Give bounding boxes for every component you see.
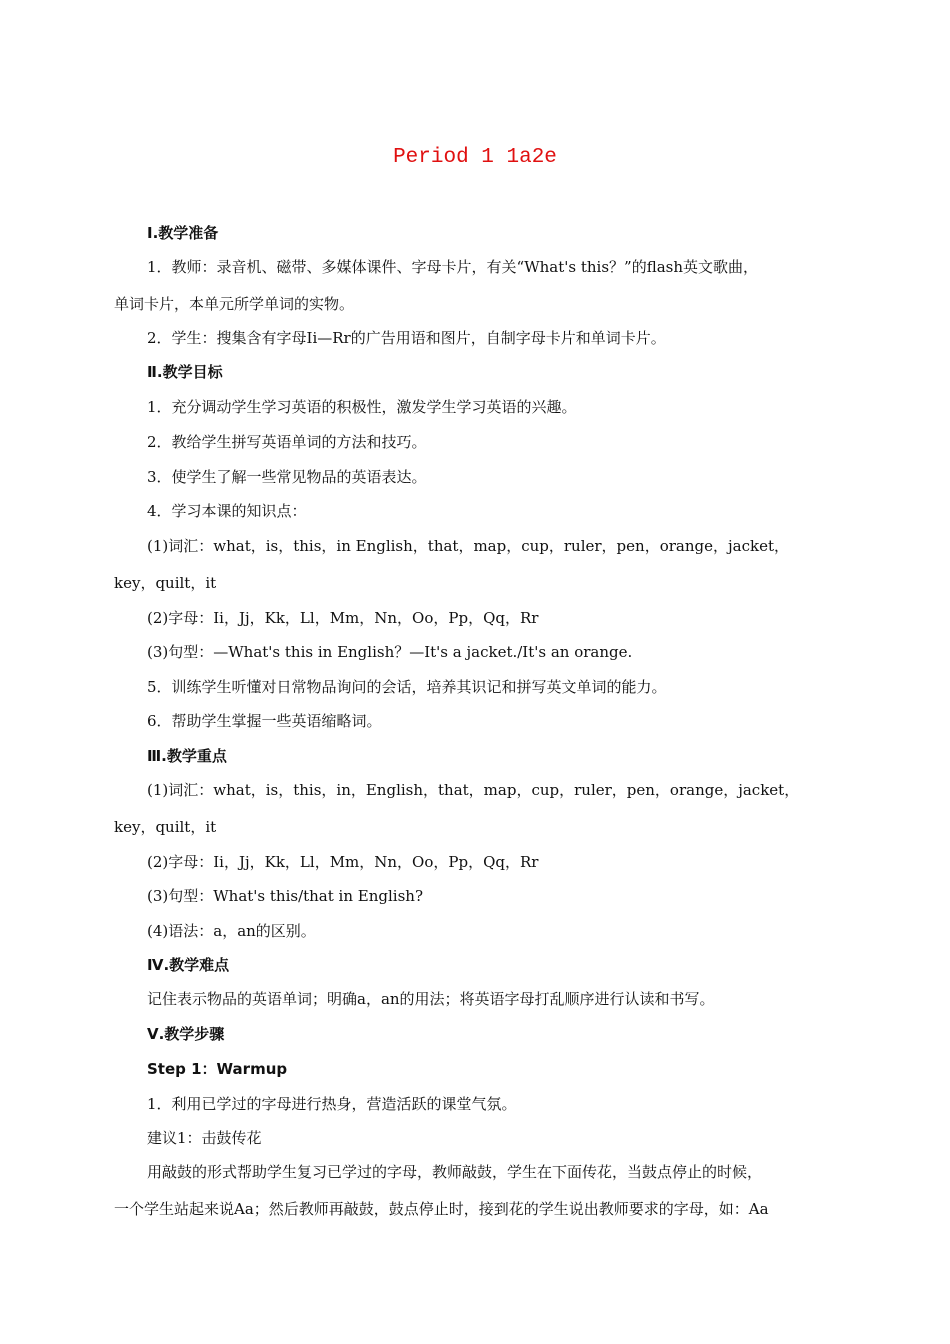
paragraph-line: key，quilt，it — [114, 818, 217, 836]
paragraph-line: key，quilt，it — [114, 574, 217, 592]
paragraph-line: (1)词汇：what，is，this，in English，that，map，cup，ruler，pen，orange，jacket， — [147, 537, 789, 555]
paragraph-line: 3．使学生了解一些常见物品的英语表达。 — [147, 468, 427, 486]
paragraph-line: (2)字母：Ii，Jj，Kk，Ll，Mm，Nn，Oo，Pp，Qq，Rr — [147, 609, 539, 627]
paragraph-line: (2)字母：Ii，Jj，Kk，Ll，Mm，Nn，Oo，Pp，Qq，Rr — [147, 853, 539, 871]
paragraph-line: 建议1：击鼓传花 — [147, 1129, 262, 1147]
paragraph-line: (3)句型：—What's this in English？—It's a jacket./It's an orange. — [147, 643, 633, 661]
paragraph-line: 用敲鼓的形式帮助学生复习已学过的字母，教师敲鼓，学生在下面传花，当鼓点停止的时候， — [147, 1163, 763, 1181]
paragraph-line: 记住表示物品的英语单词；明确a，an的用法；将英语字母打乱顺序进行认读和书写。 — [147, 990, 715, 1008]
section-heading-key-points: Ⅲ.教学重点 — [147, 747, 227, 765]
paragraph-line: 1．教师：录音机、磁带、多媒体课件、字母卡片，有关“What's this？”的flash英文歌曲， — [147, 258, 759, 276]
paragraph-line: 1．充分调动学生学习英语的积极性，激发学生学习英语的兴趣。 — [147, 398, 577, 416]
paragraph-line: (3)句型：What's this/that in English? — [147, 887, 423, 905]
paragraph-line: 2．学生：搜集含有字母Ii—Rr的广告用语和图片，自制字母卡片和单词卡片。 — [147, 329, 666, 347]
paragraph-line: 单词卡片，本单元所学单词的实物。 — [114, 295, 355, 313]
paragraph-line: 4．学习本课的知识点： — [147, 502, 307, 520]
section-heading-steps: Ⅴ.教学步骤 — [147, 1025, 225, 1043]
paragraph-line: (1)词汇：what，is，this，in，English，that，map，cup，ruler，pen，orange，jacket， — [147, 781, 800, 799]
section-heading-preparation: Ⅰ.教学准备 — [147, 224, 219, 242]
paragraph-line: (4)语法：a，an的区别。 — [147, 922, 316, 940]
step-heading: Step 1：Warmup — [147, 1060, 288, 1078]
paragraph-line: 2．教给学生拼写英语单词的方法和技巧。 — [147, 433, 427, 451]
paragraph-line: 5．训练学生听懂对日常物品询问的会话，培养其识记和拼写英文单词的能力。 — [147, 678, 667, 696]
paragraph-line: 6．帮助学生掌握一些英语缩略词。 — [147, 712, 382, 730]
page-title: Period 1 1a2e — [393, 146, 557, 169]
paragraph-line: 1．利用已学过的字母进行热身，营造活跃的课堂气氛。 — [147, 1095, 517, 1113]
section-heading-difficulties: Ⅳ.教学难点 — [147, 956, 230, 974]
paragraph-line: 一个学生站起来说Aa；然后教师再敲鼓，鼓点停止时，接到花的学生说出教师要求的字母，如：Aa — [114, 1200, 769, 1218]
section-heading-objectives: Ⅱ.教学目标 — [147, 363, 223, 381]
